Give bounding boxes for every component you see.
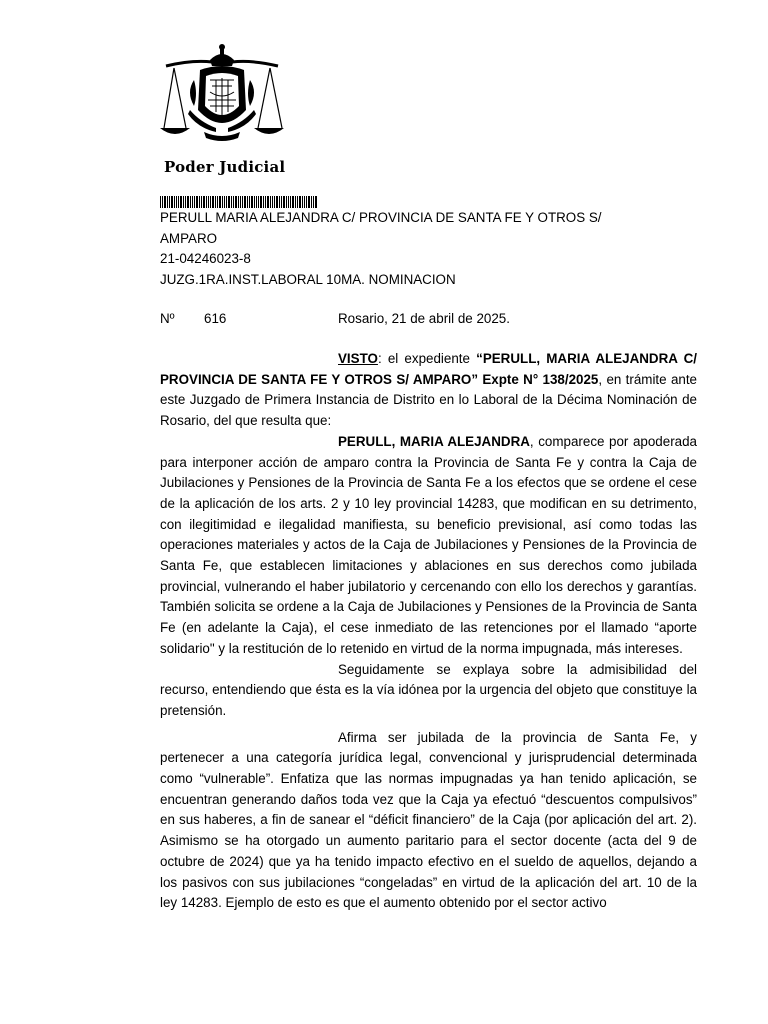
expediente-title: “PERULL, MARIA ALEJANDRA C/ PROVINCIA DE SANTA FE Y OTROS S/ AMPARO” Expte N° 138/2025: [160, 351, 697, 387]
place-date: Rosario, 21 de abril de 2025.: [338, 311, 510, 326]
institution-name: Poder Judicial: [164, 158, 286, 176]
judicial-seal-icon: [160, 40, 290, 150]
visto-rest: , en trámite ante este Juzgado de Primera Instancia de Distrito en lo Laboral de la Décima Nominación de Rosario, del que resulta que:: [160, 371, 698, 429]
resolution-number: 616: [204, 311, 227, 326]
case-title-line1: PERULL MARIA ALEJANDRA C/ PROVINCIA DE SANTA FE Y OTROS S/: [160, 210, 602, 225]
resolution-line: [160, 309, 700, 329]
barcode-icon: [160, 196, 318, 208]
resolution-number-label: Nº: [160, 311, 175, 326]
document-body: [160, 349, 697, 914]
case-number: 21-04246023-8: [160, 251, 251, 266]
paragraph-3: Afirma ser jubilada de la provincia de Santa Fe, y pertenecer a una categoría jurídica legal, convencional y jurisprudencial determinada como “vulnerable”. Enfatiza que las normas impugnadas ya han tenido aplicación, se encuentran generando daños toda vez que la Caja ya efectuó “descuentos compulsivos” en sus haberes, a fin de sanear el “déficit financiero” de la Caja (por aplicación del art. 2). Asimismo se ha otorgado un aumento paritario para el sector docente (acta del 9 de octubre de 2024) que ya ha tenido impacto efectivo en el sueldo de aquellos, dejando a los pasivos con sus jubilaciones “congeladas” en virtud de la aplicación del art. 10 de la ley 14283. Ejemplo de esto es que el aumento obtenido por el sector activo: [160, 729, 697, 911]
case-header: [160, 208, 700, 290]
visto-paragraph: [160, 349, 697, 432]
court-name: JUZG.1RA.INST.LABORAL 10MA. NOMINACION: [160, 271, 456, 287]
visto-label: VISTO: [338, 351, 378, 366]
case-title-line2: AMPARO: [160, 230, 218, 246]
party-name: PERULL, MARIA ALEJANDRA: [338, 433, 530, 449]
paragraph-2: Seguidamente se explaya sobre la admisibilidad del recurso, entendiendo que ésta es la vía idónea por la urgencia del objeto que constituye la pretensión.: [160, 661, 697, 718]
paragraph-1-text: , comparece por apoderada para interponer acción de amparo contra la Provincia de Santa Fe y contra la Caja de Jubilaciones y Pensiones de la Provincia de Santa Fe a los efectos que se ordene el cese de la aplicación de los arts. 2 y 10 ley provincial 14283, que modifican en su detrimento, con ilegitimidad e ilegalidad manifiesta, su beneficio previsional, así como todas las operaciones materiales y actos de la Caja de Jubilaciones y Pensiones de la Provincia de Santa Fe, que establecen limitaciones y ablaciones en sus derechos como jubilada provincial, vulnerando el haber jubilatorio y cercenando con ello los derechos y garantías. También solicita se ordene a la Caja de Jubilaciones y Pensiones de la Provincia de Santa Fe (en adelante la Caja), el cese inmediato de las retenciones por el llamado “aporte solidario" y la restitución de lo retenido en virtud de la norma impugnada, más intereses.: [160, 433, 698, 656]
visto-colon: : el expediente: [377, 351, 477, 366]
paragraph-1: [160, 432, 697, 660]
